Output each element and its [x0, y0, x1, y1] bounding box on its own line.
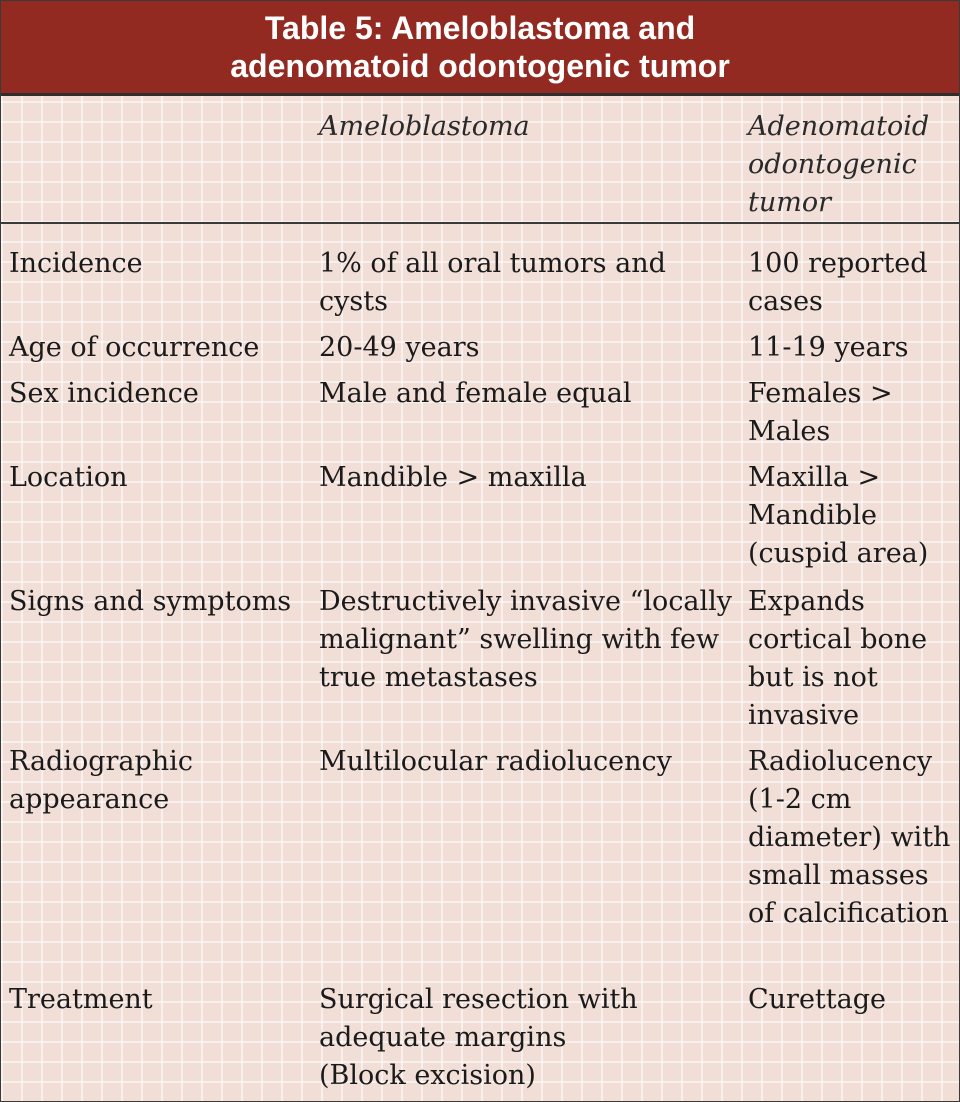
table-header-row — [1, 96, 959, 224]
table-title-bar — [1, 1, 959, 96]
table-title: Table 5: Ameloblastoma and adenomatoid odontogenic tumor — [230, 10, 730, 84]
ameloblastoma-cell: Mandible > maxilla — [319, 462, 587, 493]
aot-cell: Radiolucency (1-2 cm diameter) with small masses of calcification — [748, 746, 951, 929]
ameloblastoma-cell: 1% of all oral tumors and cysts — [319, 248, 666, 317]
ameloblastoma-cell: Multilocular radiolucency — [319, 746, 672, 777]
row-label: Incidence — [9, 248, 143, 279]
row-label: Location — [9, 462, 128, 493]
ameloblastoma-cell: Surgical resection with adequate margins (Block excision) — [319, 984, 638, 1091]
aot-cell: 100 reported cases — [748, 248, 928, 317]
row-label: Radiographic appearance — [9, 746, 193, 815]
ameloblastoma-cell: Destructively invasive “locally malignant” swelling with few true metastases — [319, 586, 733, 693]
row-label: Signs and symptoms — [9, 586, 292, 617]
aot-cell: 11-19 years — [748, 332, 909, 363]
ameloblastoma-cell: 20-49 years — [319, 332, 480, 363]
aot-cell: Females > Males — [748, 378, 893, 447]
aot-cell: Curettage — [748, 984, 886, 1015]
row-label: Sex incidence — [9, 378, 199, 409]
column-header-ameloblastoma: Ameloblastoma — [319, 111, 530, 142]
column-header-aot: Adenomatoid odontogenic tumor — [748, 111, 930, 218]
aot-cell: Expands cortical bone but is not invasive — [748, 586, 928, 731]
ameloblastoma-cell: Male and female equal — [319, 378, 632, 409]
row-label: Treatment — [9, 984, 153, 1015]
aot-cell: Maxilla > Mandible (cuspid area) — [748, 462, 929, 569]
row-label: Age of occurrence — [9, 332, 260, 363]
